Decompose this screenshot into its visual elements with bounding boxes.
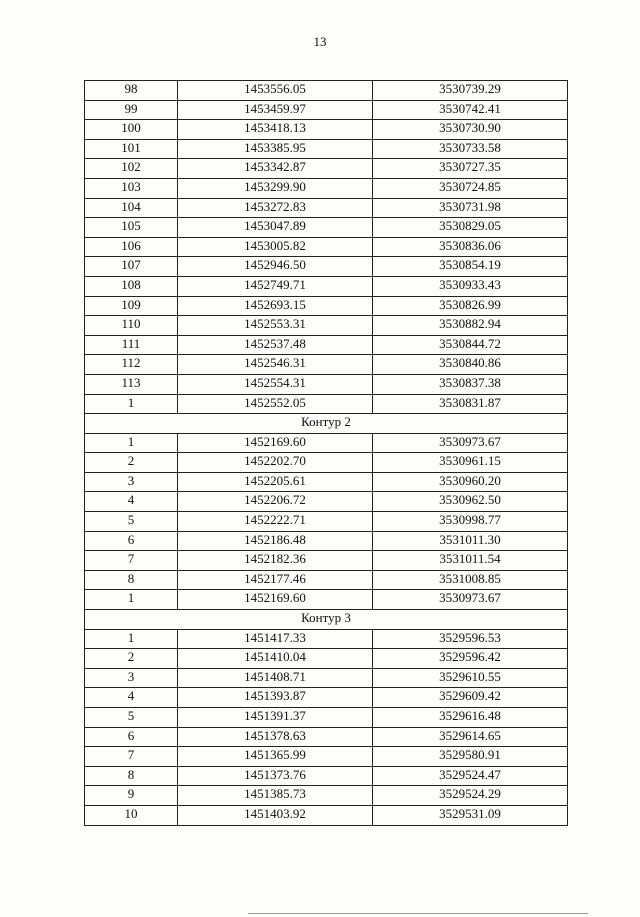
table-row bbox=[85, 218, 568, 238]
y-coordinate-cell: 3529524.29 bbox=[373, 786, 568, 806]
table-row bbox=[85, 668, 568, 688]
contour-header: Контур 3 bbox=[85, 610, 568, 630]
table-row bbox=[85, 159, 568, 179]
y-coordinate-cell: 3530836.06 bbox=[373, 237, 568, 257]
point-number-cell: 110 bbox=[85, 316, 178, 336]
y-coordinate-cell: 3529614.65 bbox=[373, 727, 568, 747]
point-number-cell: 4 bbox=[85, 492, 178, 512]
table-row bbox=[85, 747, 568, 767]
x-coordinate-cell: 1453005.82 bbox=[178, 237, 373, 257]
table-row bbox=[85, 688, 568, 708]
x-coordinate-cell: 1452205.61 bbox=[178, 472, 373, 492]
y-coordinate-cell: 3530961.15 bbox=[373, 453, 568, 473]
point-number-cell: 5 bbox=[85, 708, 178, 728]
coordinates-table bbox=[84, 80, 568, 826]
point-number-cell: 10 bbox=[85, 805, 178, 825]
table-row bbox=[85, 570, 568, 590]
x-coordinate-cell: 1452553.31 bbox=[178, 316, 373, 336]
page-number: 13 bbox=[313, 34, 327, 49]
table-row bbox=[85, 81, 568, 101]
y-coordinate-cell: 3530727.35 bbox=[373, 159, 568, 179]
y-coordinate-cell: 3530973.67 bbox=[373, 433, 568, 453]
table-row bbox=[85, 453, 568, 473]
x-coordinate-cell: 1452537.48 bbox=[178, 335, 373, 355]
point-number-cell: 113 bbox=[85, 374, 178, 394]
table-row bbox=[85, 649, 568, 669]
x-coordinate-cell: 1453299.90 bbox=[178, 178, 373, 198]
table-row bbox=[85, 198, 568, 218]
point-number-cell: 4 bbox=[85, 688, 178, 708]
table-row bbox=[85, 727, 568, 747]
x-coordinate-cell: 1452169.60 bbox=[178, 433, 373, 453]
table-row bbox=[85, 492, 568, 512]
x-coordinate-cell: 1452222.71 bbox=[178, 512, 373, 532]
table-row bbox=[85, 805, 568, 825]
table-row bbox=[85, 531, 568, 551]
x-coordinate-cell: 1451391.37 bbox=[178, 708, 373, 728]
x-coordinate-cell: 1452169.60 bbox=[178, 590, 373, 610]
point-number-cell: 98 bbox=[85, 81, 178, 101]
y-coordinate-cell: 3530831.87 bbox=[373, 394, 568, 414]
x-coordinate-cell: 1452182.36 bbox=[178, 551, 373, 571]
x-coordinate-cell: 1452554.31 bbox=[178, 374, 373, 394]
point-number-cell: 3 bbox=[85, 668, 178, 688]
y-coordinate-cell: 3530882.94 bbox=[373, 316, 568, 336]
y-coordinate-cell: 3530730.90 bbox=[373, 120, 568, 140]
x-coordinate-cell: 1451365.99 bbox=[178, 747, 373, 767]
x-coordinate-cell: 1452693.15 bbox=[178, 296, 373, 316]
x-coordinate-cell: 1451378.63 bbox=[178, 727, 373, 747]
point-number-cell: 108 bbox=[85, 276, 178, 296]
point-number-cell: 8 bbox=[85, 570, 178, 590]
y-coordinate-cell: 3529596.53 bbox=[373, 629, 568, 649]
point-number-cell: 6 bbox=[85, 531, 178, 551]
point-number-cell: 100 bbox=[85, 120, 178, 140]
table-row bbox=[85, 296, 568, 316]
table-row bbox=[85, 551, 568, 571]
x-coordinate-cell: 1453047.89 bbox=[178, 218, 373, 238]
point-number-cell: 1 bbox=[85, 433, 178, 453]
x-coordinate-cell: 1452206.72 bbox=[178, 492, 373, 512]
y-coordinate-cell: 3530829.05 bbox=[373, 218, 568, 238]
x-coordinate-cell: 1452177.46 bbox=[178, 570, 373, 590]
y-coordinate-cell: 3530960.20 bbox=[373, 472, 568, 492]
x-coordinate-cell: 1452186.48 bbox=[178, 531, 373, 551]
table-row bbox=[85, 590, 568, 610]
y-coordinate-cell: 3529580.91 bbox=[373, 747, 568, 767]
point-number-cell: 3 bbox=[85, 472, 178, 492]
point-number-cell: 2 bbox=[85, 453, 178, 473]
contour-header: Контур 2 bbox=[85, 414, 568, 434]
y-coordinate-cell: 3530733.58 bbox=[373, 139, 568, 159]
table-row bbox=[85, 257, 568, 277]
x-coordinate-cell: 1451417.33 bbox=[178, 629, 373, 649]
x-coordinate-cell: 1452546.31 bbox=[178, 355, 373, 375]
y-coordinate-cell: 3530724.85 bbox=[373, 178, 568, 198]
x-coordinate-cell: 1453418.13 bbox=[178, 120, 373, 140]
table-row bbox=[85, 316, 568, 336]
y-coordinate-cell: 3530933.43 bbox=[373, 276, 568, 296]
bottom-rule bbox=[248, 913, 588, 914]
x-coordinate-cell: 1453272.83 bbox=[178, 198, 373, 218]
point-number-cell: 1 bbox=[85, 629, 178, 649]
contour-header-row bbox=[85, 414, 568, 434]
y-coordinate-cell: 3530731.98 bbox=[373, 198, 568, 218]
y-coordinate-cell: 3529524.47 bbox=[373, 766, 568, 786]
point-number-cell: 7 bbox=[85, 551, 178, 571]
y-coordinate-cell: 3529596.42 bbox=[373, 649, 568, 669]
y-coordinate-cell: 3530844.72 bbox=[373, 335, 568, 355]
x-coordinate-cell: 1452552.05 bbox=[178, 394, 373, 414]
table-row bbox=[85, 139, 568, 159]
x-coordinate-cell: 1452946.50 bbox=[178, 257, 373, 277]
x-coordinate-cell: 1451410.04 bbox=[178, 649, 373, 669]
x-coordinate-cell: 1452749.71 bbox=[178, 276, 373, 296]
y-coordinate-cell: 3529610.55 bbox=[373, 668, 568, 688]
point-number-cell: 99 bbox=[85, 100, 178, 120]
table-row bbox=[85, 629, 568, 649]
point-number-cell: 111 bbox=[85, 335, 178, 355]
y-coordinate-cell: 3529616.48 bbox=[373, 708, 568, 728]
table-row bbox=[85, 512, 568, 532]
point-number-cell: 6 bbox=[85, 727, 178, 747]
y-coordinate-cell: 3530998.77 bbox=[373, 512, 568, 532]
table-row bbox=[85, 100, 568, 120]
table-row bbox=[85, 708, 568, 728]
point-number-cell: 103 bbox=[85, 178, 178, 198]
table-row bbox=[85, 374, 568, 394]
point-number-cell: 2 bbox=[85, 649, 178, 669]
y-coordinate-cell: 3530962.50 bbox=[373, 492, 568, 512]
y-coordinate-cell: 3531008.85 bbox=[373, 570, 568, 590]
table-row bbox=[85, 766, 568, 786]
y-coordinate-cell: 3531011.54 bbox=[373, 551, 568, 571]
y-coordinate-cell: 3530973.67 bbox=[373, 590, 568, 610]
y-coordinate-cell: 3530826.99 bbox=[373, 296, 568, 316]
x-coordinate-cell: 1452202.70 bbox=[178, 453, 373, 473]
point-number-cell: 1 bbox=[85, 590, 178, 610]
y-coordinate-cell: 3530837.38 bbox=[373, 374, 568, 394]
point-number-cell: 112 bbox=[85, 355, 178, 375]
point-number-cell: 107 bbox=[85, 257, 178, 277]
x-coordinate-cell: 1451385.73 bbox=[178, 786, 373, 806]
table-row bbox=[85, 120, 568, 140]
point-number-cell: 106 bbox=[85, 237, 178, 257]
table-row bbox=[85, 394, 568, 414]
contour-header-row bbox=[85, 610, 568, 630]
point-number-cell: 9 bbox=[85, 786, 178, 806]
x-coordinate-cell: 1451403.92 bbox=[178, 805, 373, 825]
point-number-cell: 109 bbox=[85, 296, 178, 316]
table-row bbox=[85, 335, 568, 355]
table-row bbox=[85, 786, 568, 806]
x-coordinate-cell: 1451393.87 bbox=[178, 688, 373, 708]
point-number-cell: 105 bbox=[85, 218, 178, 238]
point-number-cell: 5 bbox=[85, 512, 178, 532]
coordinates-table-body bbox=[85, 81, 568, 826]
x-coordinate-cell: 1453385.95 bbox=[178, 139, 373, 159]
point-number-cell: 8 bbox=[85, 766, 178, 786]
table-row bbox=[85, 237, 568, 257]
table-row bbox=[85, 433, 568, 453]
y-coordinate-cell: 3530854.19 bbox=[373, 257, 568, 277]
table-row bbox=[85, 276, 568, 296]
x-coordinate-cell: 1451373.76 bbox=[178, 766, 373, 786]
y-coordinate-cell: 3530739.29 bbox=[373, 81, 568, 101]
y-coordinate-cell: 3531011.30 bbox=[373, 531, 568, 551]
y-coordinate-cell: 3529609.42 bbox=[373, 688, 568, 708]
y-coordinate-cell: 3530840.86 bbox=[373, 355, 568, 375]
table-row bbox=[85, 355, 568, 375]
point-number-cell: 101 bbox=[85, 139, 178, 159]
x-coordinate-cell: 1451408.71 bbox=[178, 668, 373, 688]
point-number-cell: 7 bbox=[85, 747, 178, 767]
table-row bbox=[85, 472, 568, 492]
point-number-cell: 1 bbox=[85, 394, 178, 414]
x-coordinate-cell: 1453342.87 bbox=[178, 159, 373, 179]
y-coordinate-cell: 3529531.09 bbox=[373, 805, 568, 825]
y-coordinate-cell: 3530742.41 bbox=[373, 100, 568, 120]
x-coordinate-cell: 1453556.05 bbox=[178, 81, 373, 101]
x-coordinate-cell: 1453459.97 bbox=[178, 100, 373, 120]
point-number-cell: 104 bbox=[85, 198, 178, 218]
point-number-cell: 102 bbox=[85, 159, 178, 179]
table-row bbox=[85, 178, 568, 198]
